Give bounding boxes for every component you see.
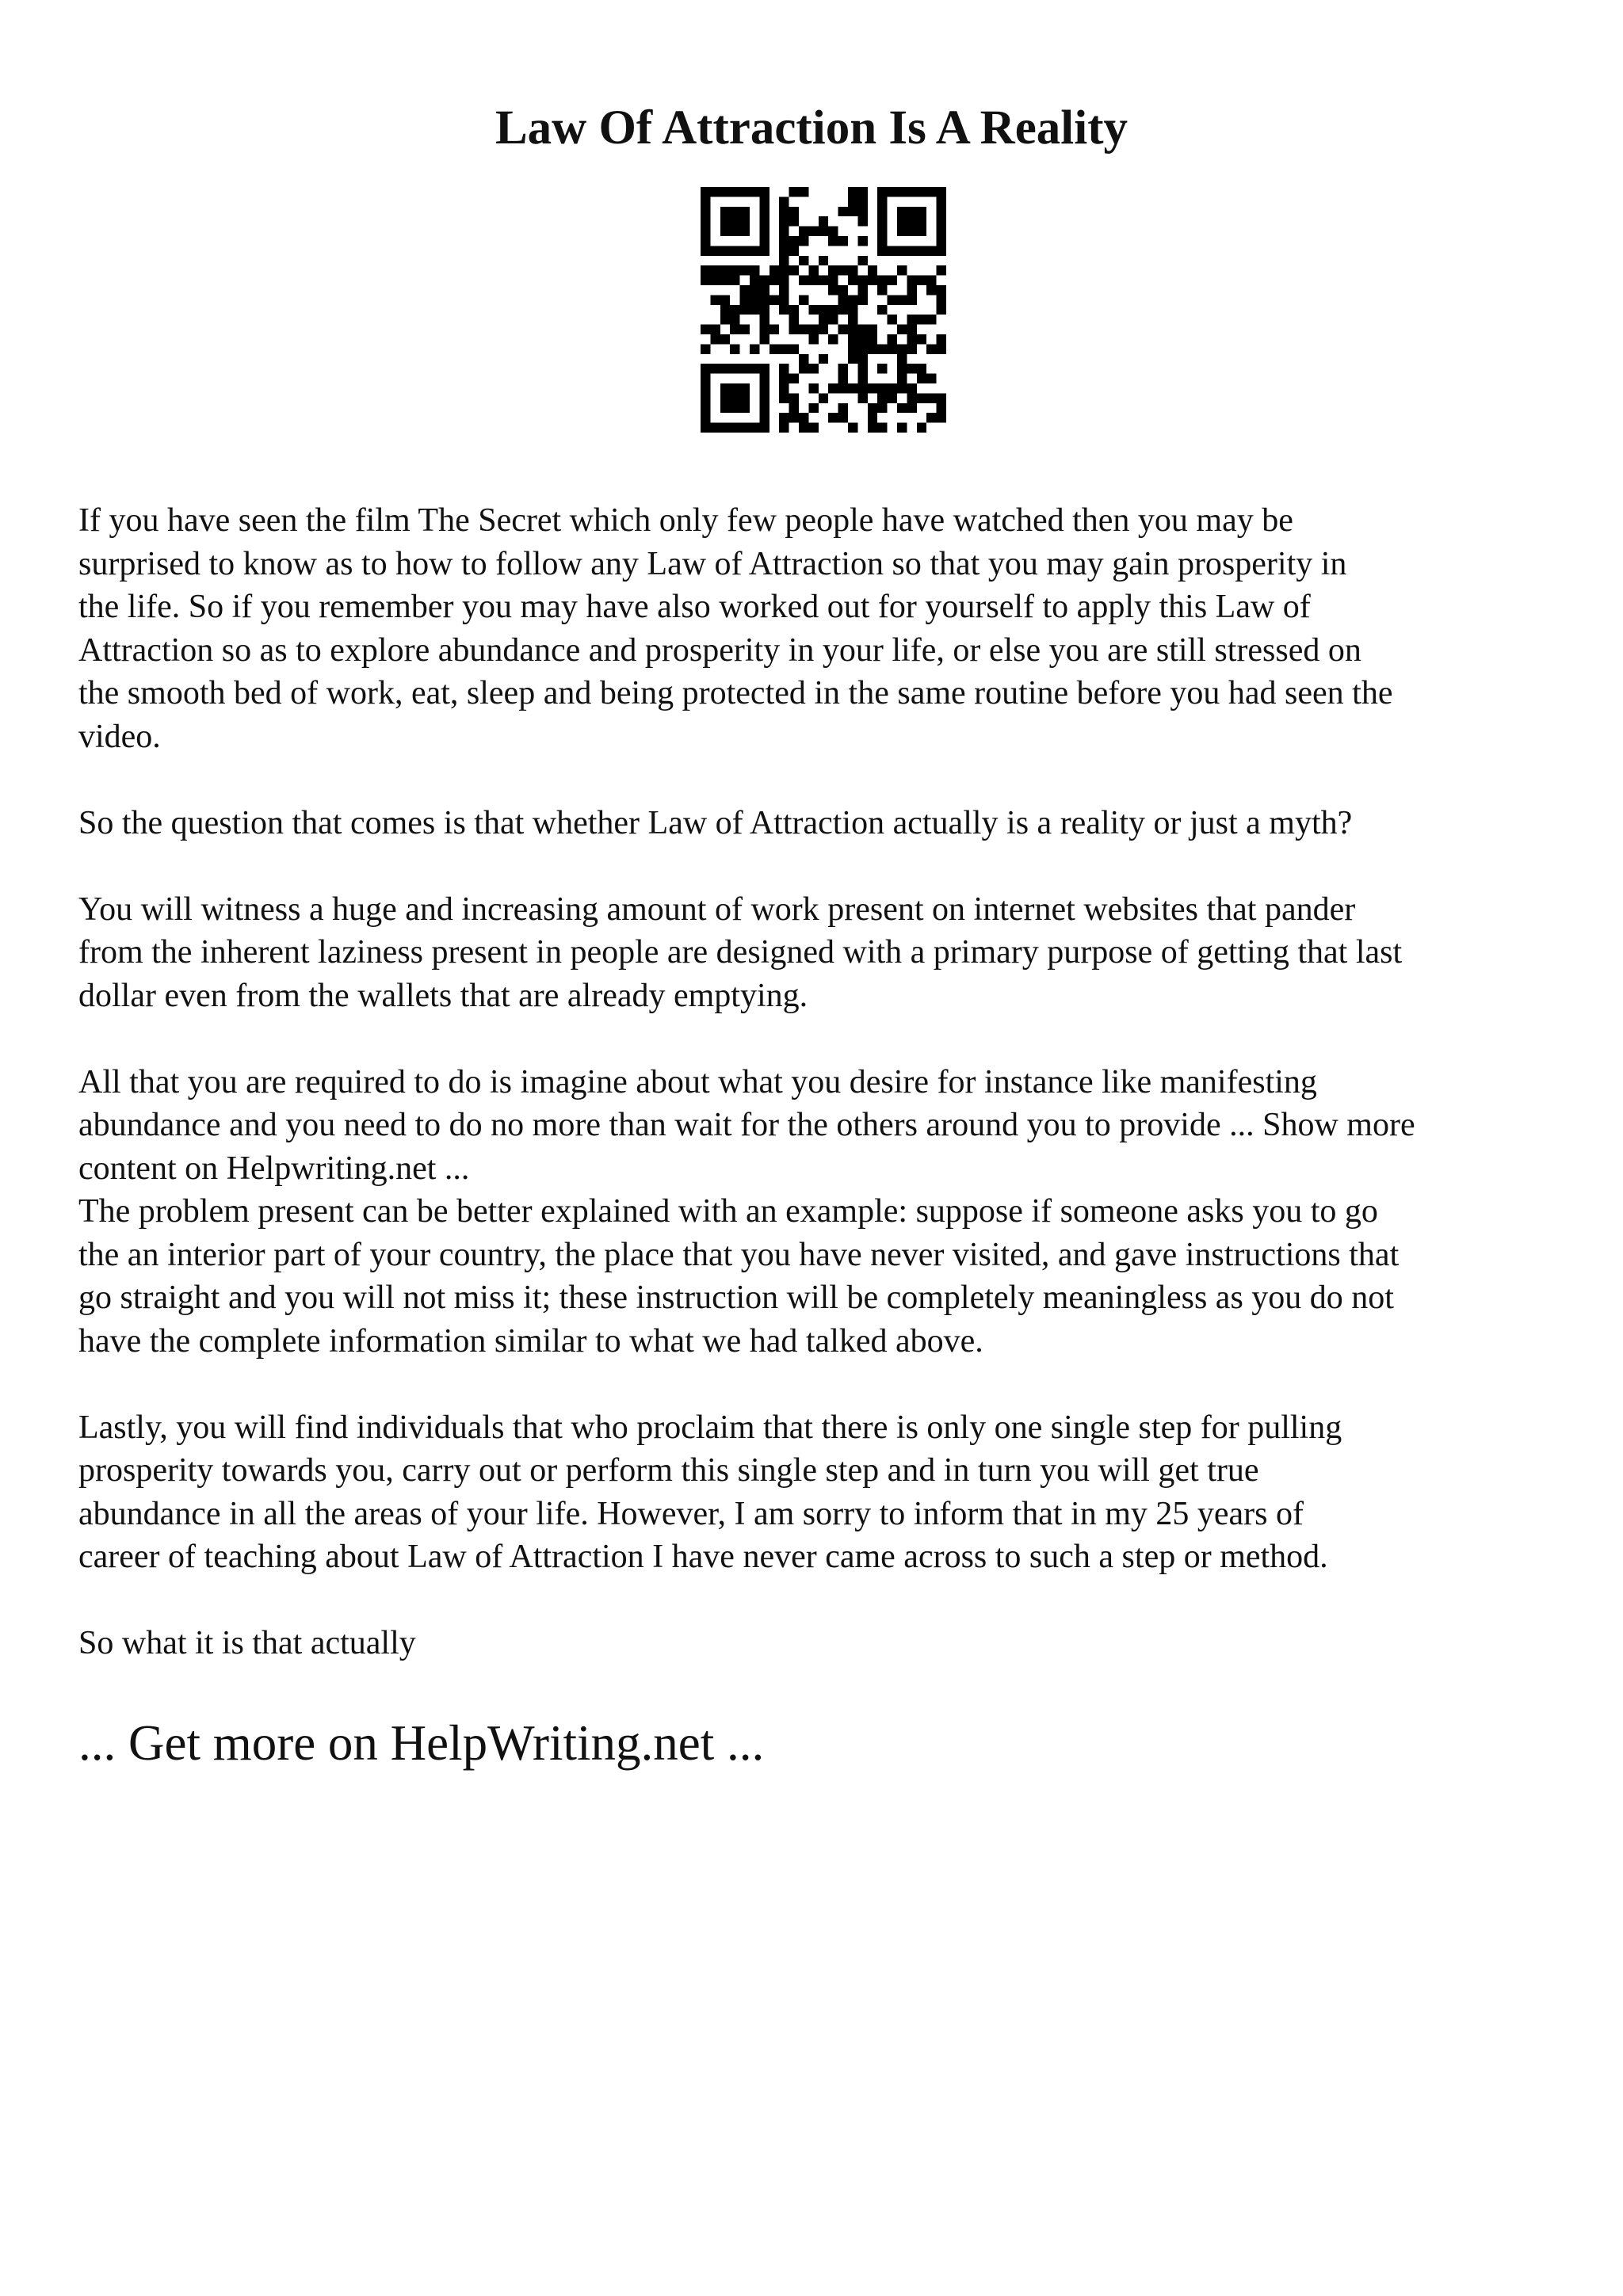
paragraph-7: So what it is that actually [78, 1625, 416, 1661]
get-more-link[interactable]: ... Get more on HelpWriting.net ... [78, 1715, 765, 1771]
paragraph-4: All that you are required to do is imagine about what you desire for instance like manifesting abundance and you need to do no more than wait for the others around you to provide ... Show more content on Helpwriting.net ... [78, 1063, 1415, 1187]
paragraph-3: You will witness a huge and increasing amount of work present on internet websites that pander from the inherent laziness present in people are designed with a primary purpose of getting that last dollar even from the wallets that are already emptying. [78, 891, 1403, 1014]
paragraph-6: Lastly, you will find individuals that who proclaim that there is only one single step for pulling prosperity towards you, carry out or perform this single step and in turn you will get true abundance in all the areas of your life. However, I am sorry to inform that in my 25 years of career of teaching about Law of Attraction I have never came across to such a step or method. [78, 1409, 1342, 1575]
article-body [78, 499, 1584, 1708]
document-title: Law Of Attraction Is A Reality [495, 101, 1128, 154]
qr-code-icon[interactable] [701, 187, 946, 433]
paragraph-1: If you have seen the film The Secret which only few people have watched then you may be surprised to know as to how to follow any Law of Attraction so that you may gain prosperity in the life. So if you remember you may have also worked out for yourself to apply this Law of Attraction so as to explore abundance and prosperity in your life, or else you are still stressed on the smooth bed of work, eat, sleep and being protected in the same routine before you had seen the video. [78, 502, 1393, 755]
paragraph-2: So the question that comes is that whether Law of Attraction actually is a reality or just a myth? [78, 804, 1353, 841]
paragraph-5: The problem present can be better explained with an example: suppose if someone asks you to go the an interior part of your country, the place that you have never visited, and gave instructions that go straight and you will not miss it; these instruction will be completely meaningless as you do not have the complete information similar to what we had talked above. [78, 1193, 1400, 1360]
